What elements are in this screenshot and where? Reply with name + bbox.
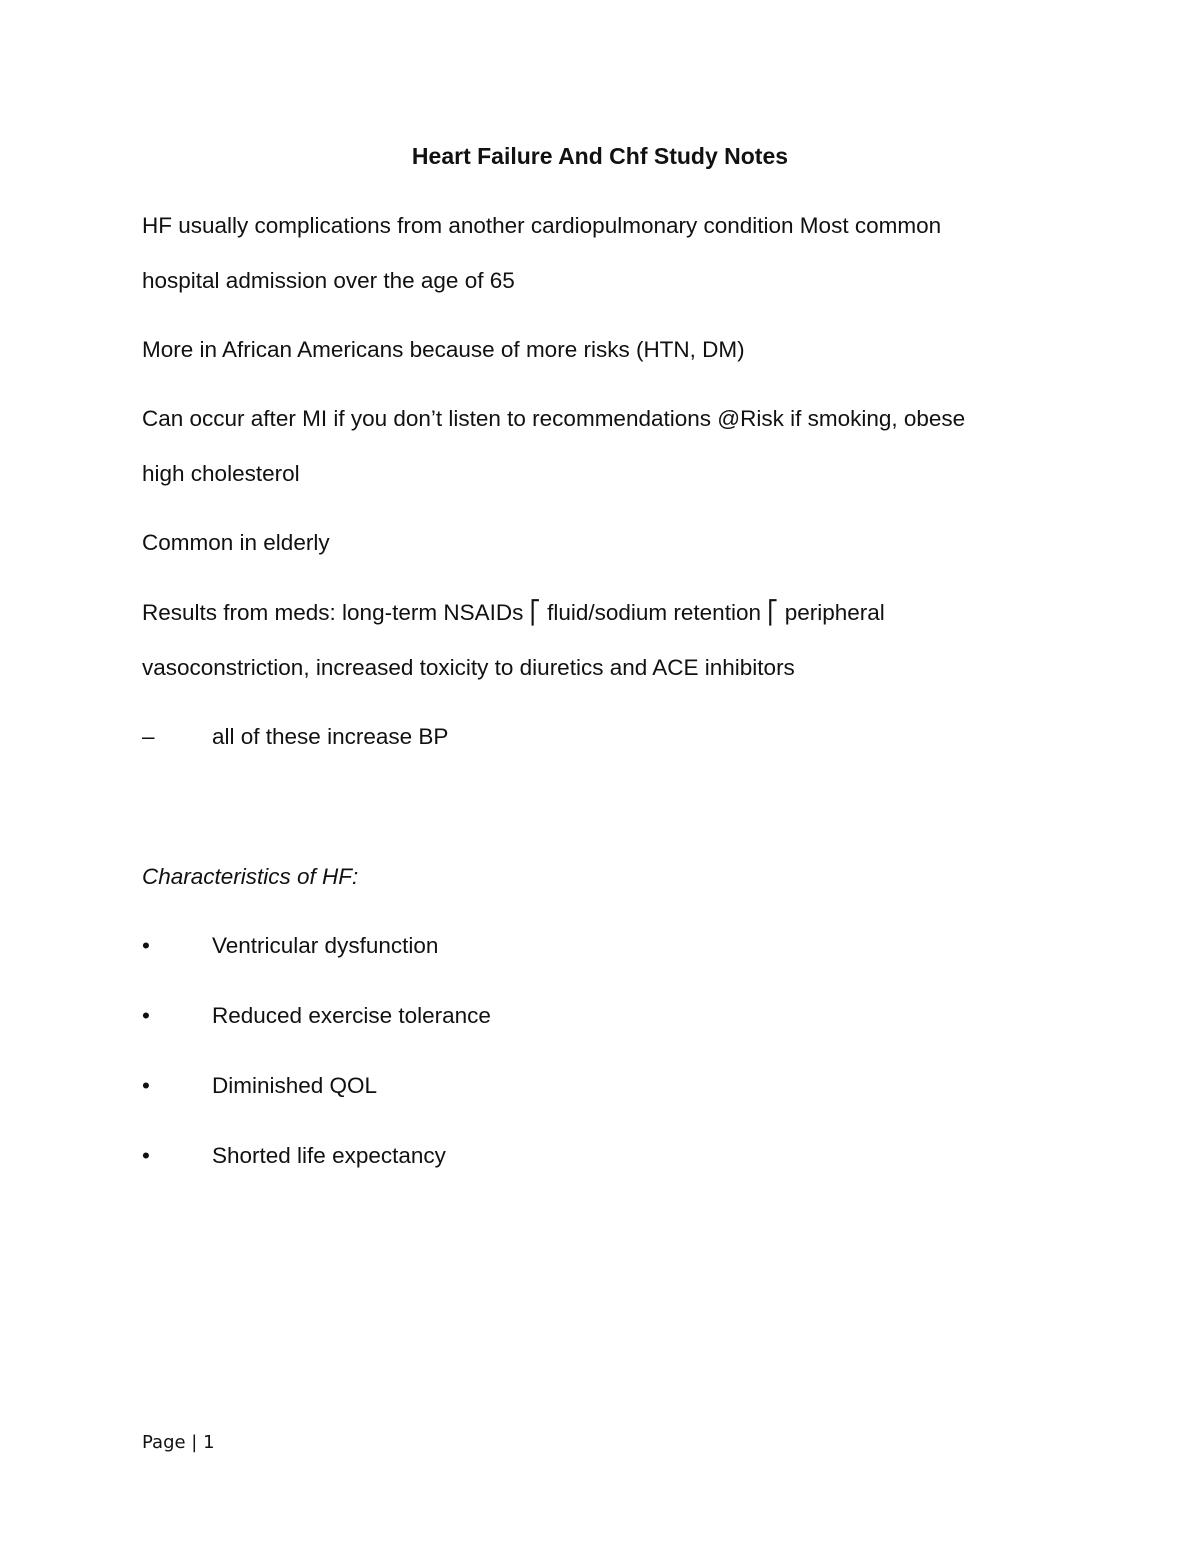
paragraph-meds xyxy=(142,585,1042,695)
bullet-marker: • xyxy=(142,933,150,958)
paragraph-line: hospital admission over the age of 65 xyxy=(142,268,515,293)
paragraph-after-mi xyxy=(142,391,1042,501)
paragraph-line: vasoconstriction, increased toxicity to diuretics and ACE inhibitors xyxy=(142,655,795,680)
paragraph-line: More in African Americans because of more risks (HTN, DM) xyxy=(142,337,745,362)
section-heading: Characteristics of HF: xyxy=(142,864,359,889)
dash-marker: – xyxy=(142,724,155,749)
paragraph-line: HF usually complications from another cardiopulmonary condition Most common xyxy=(142,213,942,238)
bullet-marker: • xyxy=(142,1003,150,1028)
bullet-marker: • xyxy=(142,1143,150,1168)
paragraph-elderly xyxy=(142,515,1042,570)
paragraph-hf-complications xyxy=(142,198,1042,308)
paragraph-line: Results from meds: long-term NSAIDs ⎡ fluid/sodium retention ⎡ peripheral xyxy=(142,600,885,625)
paragraph-line: high cholesterol xyxy=(142,461,300,486)
paragraph-line: Common in elderly xyxy=(142,530,330,555)
paragraph-african-americans xyxy=(142,322,1042,377)
list-item xyxy=(142,931,438,961)
list-item-text: Ventricular dysfunction xyxy=(212,933,439,958)
list-item xyxy=(142,1001,491,1031)
list-item xyxy=(142,1141,446,1171)
list-item-text: Shorted life expectancy xyxy=(212,1143,446,1168)
document-title: Heart Failure And Chf Study Notes xyxy=(411,143,789,169)
list-item-text: Reduced exercise tolerance xyxy=(212,1003,491,1028)
paragraph-line: Can occur after MI if you don’t listen to recommendations @Risk if smoking, obese xyxy=(142,406,966,431)
dash-item-text: all of these increase BP xyxy=(212,724,449,749)
dash-list-item xyxy=(142,722,448,752)
list-item-text: Diminished QOL xyxy=(212,1073,378,1098)
bullet-marker: • xyxy=(142,1073,150,1098)
list-item xyxy=(142,1071,377,1101)
page-footer: Page | 1 xyxy=(142,1432,215,1453)
